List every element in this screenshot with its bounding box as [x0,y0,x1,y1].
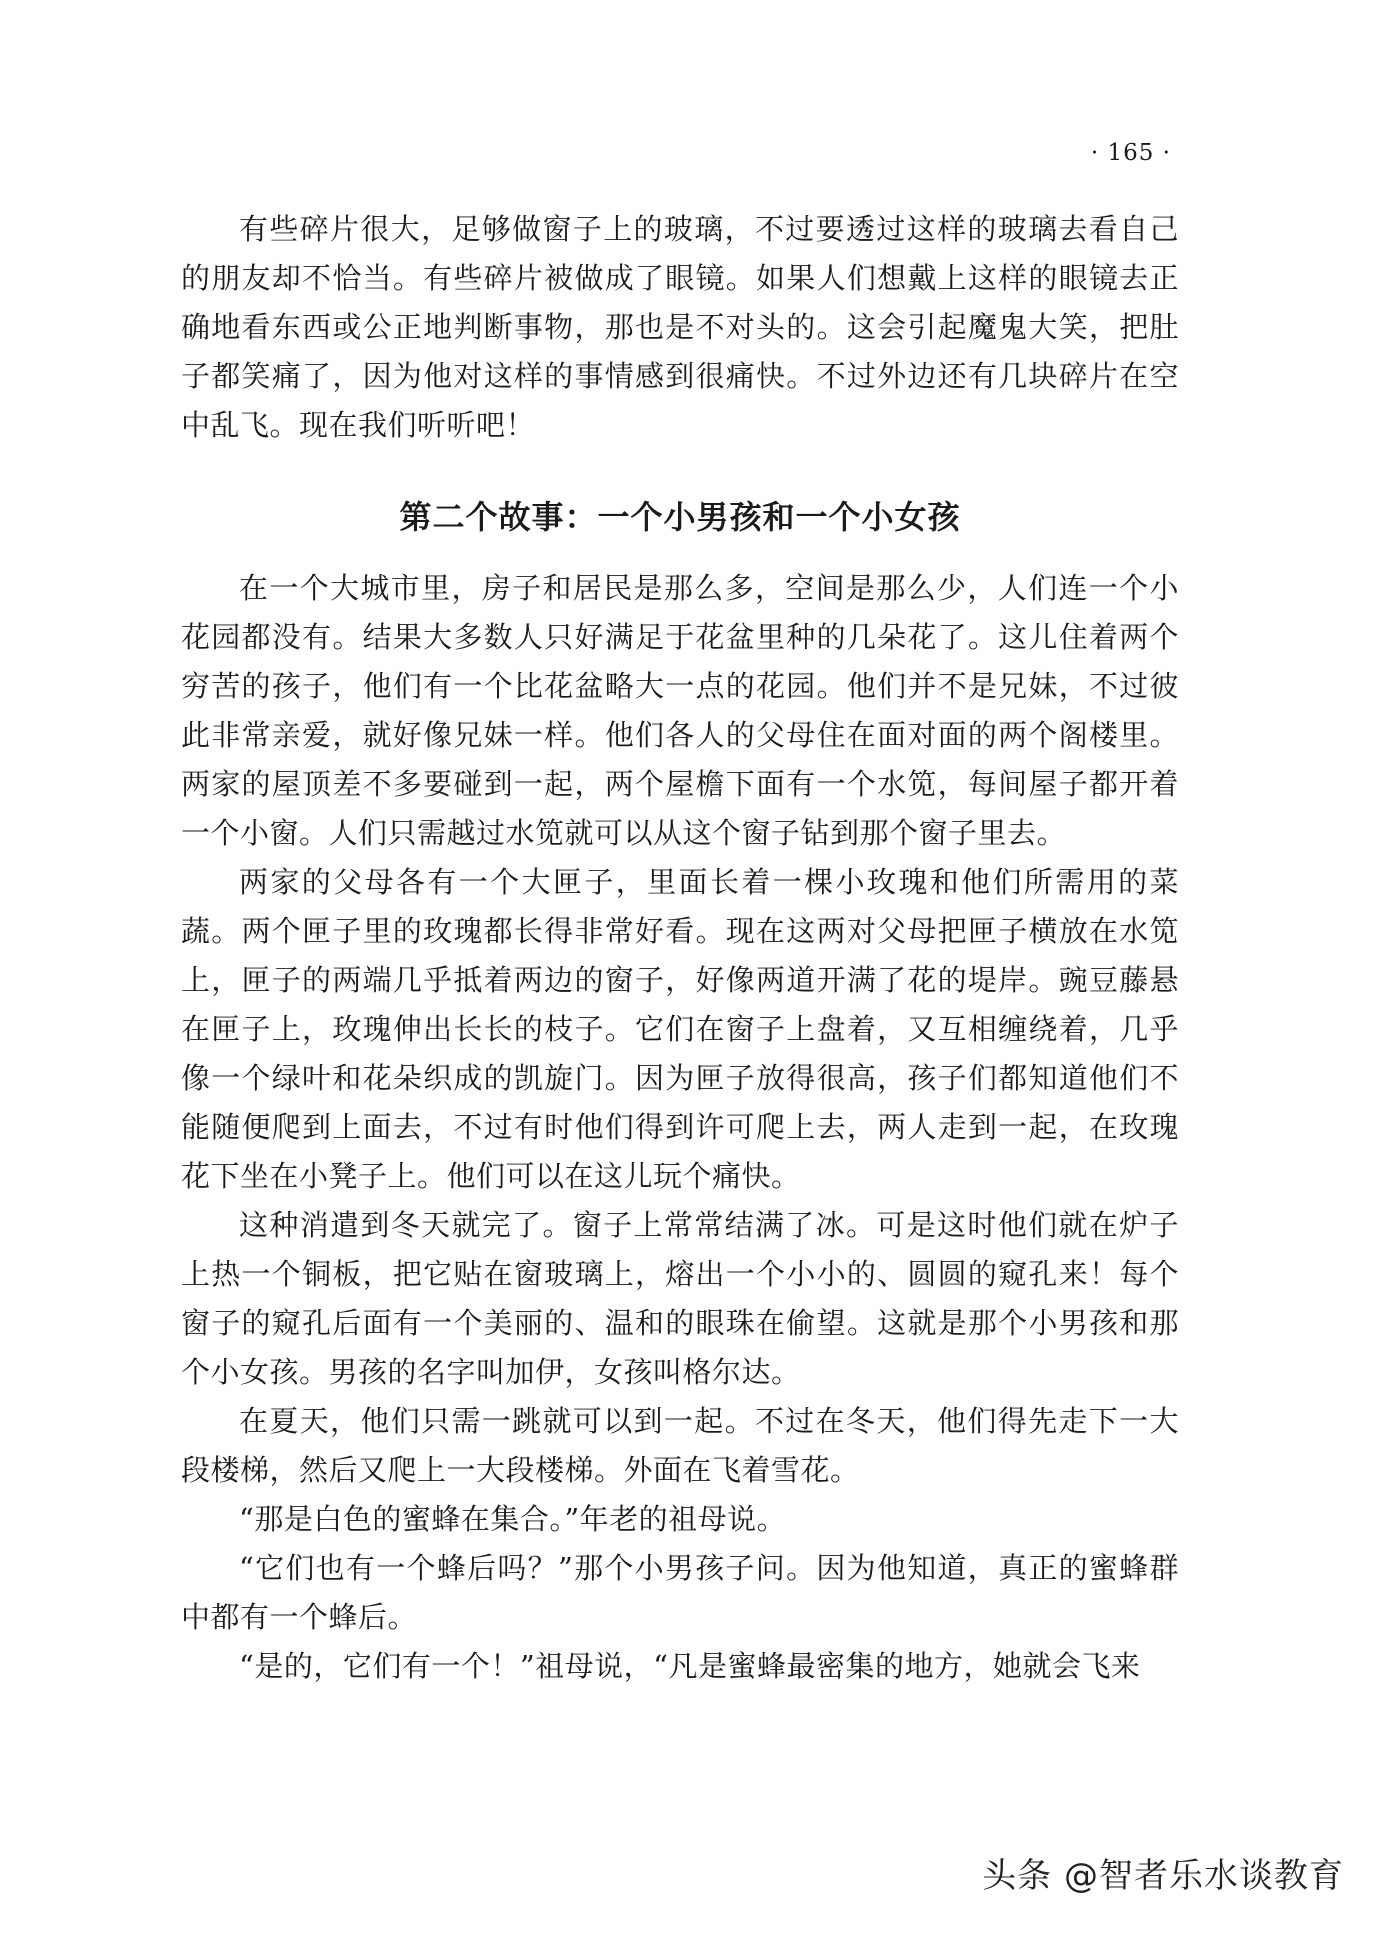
intro-text [181,205,1179,450]
story-title: 第二个故事：一个小男孩和一个小女孩 [399,498,961,536]
story-body [181,564,1179,1691]
paragraph: 在夏天，他们只需一跳就可以到一起。不过在冬天，他们得先走下一大段楼梯，然后又爬上一大段楼梯。外面在飞着雪花。 [181,1404,1179,1487]
paragraph: 两家的父母各有一个大匣子，里面长着一棵小玫瑰和他们所需用的菜蔬。两个匣子里的玫瑰都长得非常好看。现在这两对父母把匣子横放在水笕上，匣子的两端几乎抵着两边的窗子，好像两道开满了花的堤岸。豌豆藤悬在匣子上，玫瑰伸出长长的枝子。它们在窗子上盘着，又互相缠绕着，几乎像一个绿叶和花朵织成的凯旋门。因为匣子放得很高，孩子们都知道他们不能随便爬到上面去，不过有时他们得到许可爬上去，两人走到一起，在玫瑰花下坐在小凳子上。他们可以在这儿玩个痛快。 [181,865,1179,1193]
watermark: 头条 @智者乐水谈教育 [982,1856,1344,1896]
paragraph: “是的，它们有一个！”祖母说，“凡是蜜蜂最密集的地方，她就会飞来 [239,1649,1141,1683]
paragraph: 有些碎片很大，足够做窗子上的玻璃，不过要透过这样的玻璃去看自己的朋友却不恰当。有些碎片被做成了眼镜。如果人们想戴上这样的眼镜去正确地看东西或公正地判断事物，那也是不对头的。这会引起魔鬼大笑，把肚子都笑痛了，因为他对这样的事情感到很痛快。不过外边还有几块碎片在空中乱飞。现在我们听听吧！ [181,212,1179,442]
paragraph: “它们也有一个蜂后吗？”那个小男孩子问。因为他知道，真正的蜜蜂群中都有一个蜂后。 [181,1551,1179,1634]
paragraph: 在一个大城市里，房子和居民是那么多，空间是那么少，人们连一个小花园都没有。结果大多数人只好满足于花盆里种的几朵花了。这儿住着两个穷苦的孩子，他们有一个比花盆略大一点的花园。他们并不是兄妹，不过彼此非常亲爱，就好像兄妹一样。他们各人的父母住在面对面的两个阁楼里。两家的屋顶差不多要碰到一起，两个屋檐下面有一个水笕，每间屋子都开着一个小窗。人们只需越过水笕就可以从这个窗子钻到那个窗子里去。 [181,571,1179,850]
paragraph: “那是白色的蜜蜂在集合。”年老的祖母说。 [239,1502,787,1536]
paragraph: 这种消遣到冬天就完了。窗子上常常结满了冰。可是这时他们就在炉子上热一个铜板，把它贴在窗玻璃上，熔出一个小小的、圆圆的窥孔来！每个窗子的窥孔后面有一个美丽的、温和的眼珠在偷望。这就是那个小男孩和那个小女孩。男孩的名字叫加伊，女孩叫格尔达。 [181,1208,1179,1389]
page-number: · 165 · [1090,140,1171,166]
